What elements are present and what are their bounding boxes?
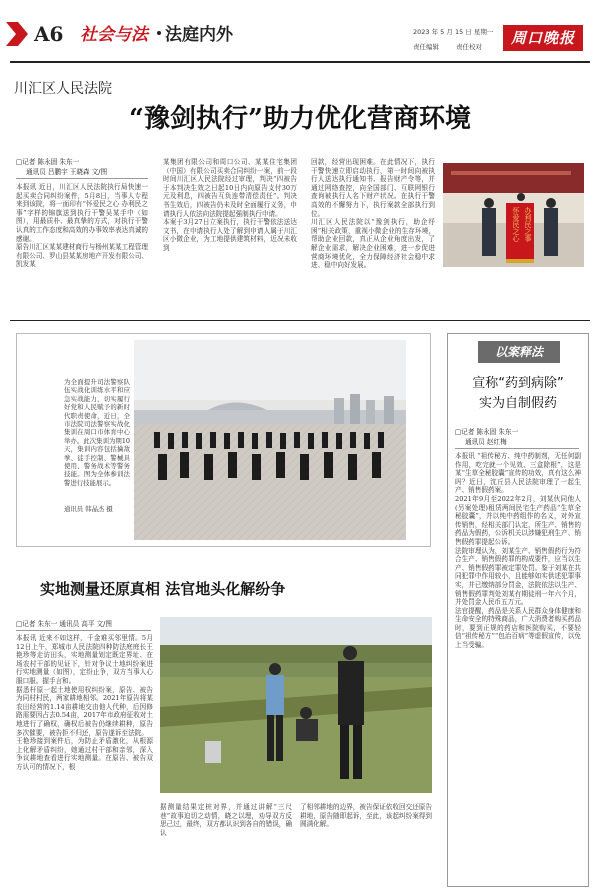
article1-kicker: 川汇区人民法院 (14, 81, 112, 97)
sidebar-body: 本报讯 “祖传秘方、纯中药制剂，无任何副作用，吃完就一个见效、三盒除根”，这是某“生草全秘胶囊”宣传的功效，真有这么神吗？近日，沈丘县人民法院审理了一起生产、销售假药案。 2021年9月至2022年2月，刘某伙同他人(另案处理)租赁两间民宅生产药品“生草全秘胶囊”，并以纯中药组作的名义，对外宣传销售，经相关部门认定，所生产、销售的药品为假药，公诉机关以涉嫌犯刑生产、销售假药罪提起公诉。 法院审理认为，刘某生产、销售假药行为符合生产、销售假药罪的构成要件，应当以生产、销售假药罪被定罪处罚。鉴于刘某在共同犯罪中作用较小，且能够如实供述犯罪事实，并已缴纳部分罚金，法院依法以生产、销售假药罪判处刘某有期徒刑一年六个月，并处罚金人民币五万元。 法官提醒，药品是关系人民群众身体健康和生命安全的特殊商品，广大消费者购买药品时，要到正规的药店和医院购买，不要轻信“祖传秘方”“包治百病”等虚假宣传，以免上当受骗。 (455, 452, 581, 650)
subsection-name: 法庭内外 (165, 25, 233, 45)
section-chevron-icon (6, 22, 32, 46)
page-header (0, 0, 600, 62)
article3-col2: 据测量结果定桩对界，并通过讲解“三尺巷”故事迫切之动情，晓之以理，劝导双方反思己过，最终，双方都认识到各自的错误，确认 (160, 803, 292, 837)
article3-byline-divider (16, 630, 151, 631)
editor-label: 责任编辑 (413, 43, 439, 51)
article2-photo (134, 340, 406, 540)
page-number: A6 (34, 22, 64, 46)
masthead-logo (503, 25, 583, 51)
article1-bottom-rule (10, 320, 590, 321)
sidebar-tag (478, 341, 560, 363)
sidebar-byline-2: 通讯员 赵红梅 (465, 438, 507, 446)
section-name: 社会与法 (80, 25, 148, 45)
article1-photo (443, 163, 584, 267)
article3-byline: □记者 朱东一 通讯员 高平 文/图 (16, 620, 112, 628)
issue-date: 2023 年 5 月 15 日 星期一 (413, 28, 494, 36)
article1-byline-1: □记者 陈永固 朱东一 (16, 158, 80, 166)
sidebar-byline-1: □记者 陈永固 朱东一 (455, 428, 519, 436)
masthead-text: 周口晚报 (510, 29, 575, 47)
article2-caption: 为全面提升司法警察队伍实战化训练水平和应急实战能力，切实履行好党和人民赋予的新时代职责使命，近日，全市法院司法警察实战化集训在周口市体育中心举办。此次集训为期10天，集训内容包括擒敌拳、徒手控制、警械具使用、警务战术等警务技能。图为全体参训法警进行技能展示。 (64, 378, 130, 487)
section-dot (157, 31, 161, 35)
article1-col1: 本报讯 近日，川汇区人民法院执行局快速一起买卖合同纠纷案件，5月8日，当事人专程来到该院，将一面印有“怀爱民之心 办利民之事”字样的锦旗送到执行干警吴某手中（如图），用最质朴、最真挚的方式，对执行干警认真的工作态度和高效的办事效率表达真诚的感谢。 原告川汇区某某建材商行与杨州某某工程管理有限公司、罗山县某某房地产开发有限公司、凯发某 (16, 183, 148, 269)
proofreader-label: 责任校对 (456, 43, 482, 51)
article1-col3: 回款，经营出现困难。在此情况下，执行干警快速立即启动执行，第一时间向被执行人送达执行通知书、报告财产令等，并通过网络查控，向全国部门、互联网银行查询被执行人名下财产状况。在执行干警高效的不懈努力下，执行案款全部执行到位。 川汇区人民法院以“豫剑执行，助企纾困”相关政策，重视小微企业的生存环境，帮助企业回款，真正从企业角度出发，了解企业需求，解决企业困难，进一步促进营商环境优化，全力保障经济社会稳中求进、稳中向好发展。 (311, 158, 435, 270)
sidebar-title-2: 实为自制假药 (478, 396, 557, 411)
article3-col1: 本报讯 近来不如这样，千金难买邻里情。5月12日上午，郑城市人民法院四种防法庭庭长王艳珍等走访田头，实地测量划定既定界址、在场农村干部的见证下，针对争议土地纠纷案进行实地测量（如图），定纷止争，双方当事人心服口服。握手言和。 据悉杆原一起土地使用权纠纷案，原告、被告为同村村民，两家耕地相邻。2021年原告将某农田经营的1.14亩耕地交由他人代种，后因修路需要因占去0.54亩，2017年市政府征收对土地进行了确权，确权后被告仍继续耕种，原告多次催要，被告拒不归还，原告遂诉至法院。 王艳珍接到案件后，为防止矛盾激化，从根源上化解矛盾纠纷，她通过村干部和亲邻，深入争议耕地查看进行实地测量。在原告、被告双方认可的情况下，根 (16, 634, 153, 771)
article1-headline: “豫剑执行”助力优化营商环境 (129, 104, 471, 134)
article2-caption-credit: 通讯员 韩晶杰 摄 (64, 505, 113, 513)
sidebar-byline-divider (455, 448, 579, 449)
sidebar-tag-text: 以案释法 (494, 345, 543, 359)
article3-headline: 实地测量还原真相 法官地头化解纷争 (40, 580, 286, 598)
byline-divider (16, 178, 148, 179)
article1-col2: 某集团有限公司和周口公司、某某住宅集团（中国）有限公司买卖合同纠纷一案，前一段时间川汇区人民法院经过审理，判决“四被告于本判决生效之日起10日内向原告支付30万元及利息，四被告互负连带清偿责任”。判决书生效后，四被告仍未及时全面履行义务，申请执行人依法向法院提起强制执行申请。 本案于3月27日立案执行，执行干警依法送达文书，在申请执行人处了解到申请人属于川汇区小微企业，为工地提供建筑材料，近况未收到 (163, 158, 297, 252)
article3-photo (160, 617, 432, 793)
banner-line-1: 怀爱民之心 (512, 207, 520, 242)
header-rule (10, 61, 590, 63)
sidebar-title-1: 宣称“药到病除” (472, 376, 564, 391)
banner-line-2: 办利民之事 (524, 207, 532, 242)
article1-byline-2: 通讯员 吕鹏宇 王晓森 文/图 (26, 168, 108, 176)
article3-col3: 了相邻耕地的边界，被告保证依收回交还原告耕地，原告随即起诉，至此，该起纠纷案得到圆满化解。 (300, 803, 432, 829)
